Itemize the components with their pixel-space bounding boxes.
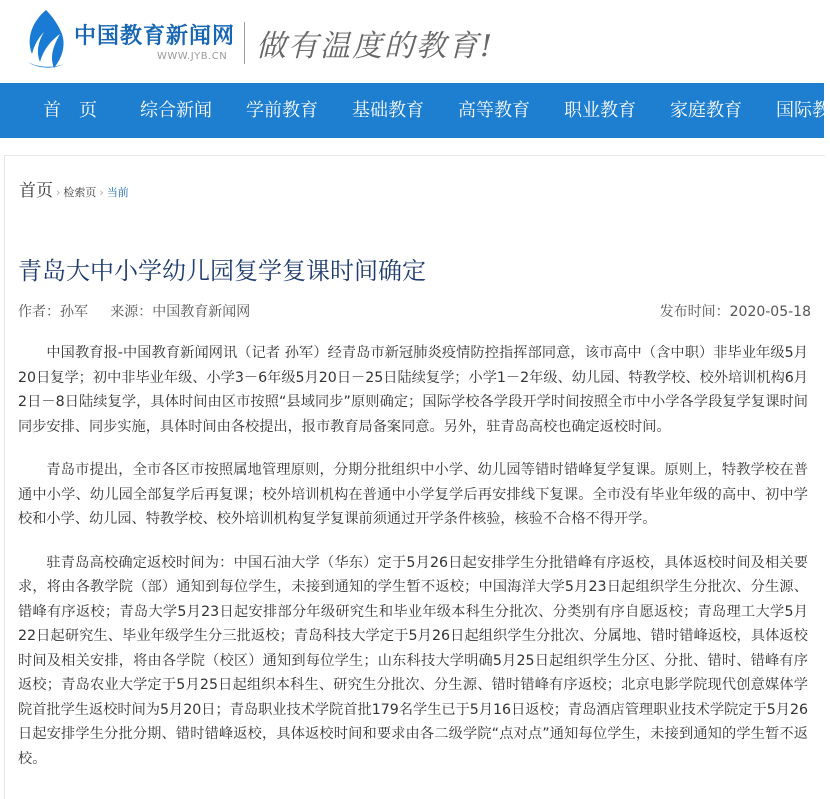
date-label: 发布时间：	[659, 304, 730, 320]
nav-item-general-news[interactable]: 综合新闻	[140, 100, 212, 121]
article-paragraph: 中国教育报-中国教育新闻网讯（记者 孙军）经青岛市新冠肺炎疫情防控指挥部同意，该市高中（含中职）非毕业年级5月20日复学；初中非毕业年级、小学3－6年级5月20日－25日陆续复学；小学1－2年级、幼儿园、特教学校、校外培训机构6月2日－8日陆续复学，具体时间由区市按照“县域同步”原则确定；国际学校各学段开学时间按照全市中小学各学段复学复课时间同步安排、同步实施，具体时间由各校提出，报市教育局备案同意。另外，驻青岛高校也确定返校时间。	[18, 345, 808, 435]
breadcrumb-separator-icon: ›	[99, 186, 104, 199]
article-title: 青岛大中小学幼儿园复学复课时间确定	[18, 257, 426, 285]
nav-item-home[interactable]: 首 页	[43, 100, 97, 121]
nav-item-preschool[interactable]: 学前教育	[246, 100, 318, 121]
breadcrumb-current: 当前	[106, 186, 129, 199]
nav-item-higher-education[interactable]: 高等教育	[458, 100, 530, 121]
source-label: 来源：	[110, 304, 153, 320]
article-body	[18, 341, 808, 790]
site-name[interactable]: 中国教育新闻网	[74, 23, 236, 49]
header-divider	[244, 22, 245, 64]
breadcrumb	[19, 176, 129, 201]
nav-item-family-education[interactable]: 家庭教育	[670, 100, 742, 121]
breadcrumb-home[interactable]: 首页	[19, 181, 53, 201]
nav-item-international-education[interactable]: 国际教	[776, 100, 830, 121]
nav-item-basic-education[interactable]: 基础教育	[352, 100, 424, 121]
article-paragraph: 青岛市提出，全市各区市按照属地管理原则，分期分批组织中小学、幼儿园等错时错峰复学复课。原则上，特教学校在普通中小学、幼儿园全部复学后再复课；校外培训机构在普通中小学复学后再安排线下复课。全市没有毕业年级的高中、初中学校和小学、幼儿园、特教学校、校外培训机构复学复课前须通过开学条件核验，核验不合格不得开学。	[18, 462, 808, 527]
site-header	[0, 0, 824, 83]
breadcrumb-separator-icon: ›	[56, 186, 61, 199]
nav-item-vocational-education[interactable]: 职业教育	[564, 100, 636, 121]
date-value: 2020-05-18	[729, 304, 811, 320]
author-label: 作者：	[18, 304, 60, 320]
site-slogan: 做有温度的教育!	[256, 29, 495, 64]
article-paragraph: 驻青岛高校确定返校时间为：中国石油大学（华东）定于5月26日起安排学生分批错峰有序返校，具体返校时间及相关要求，将由各教学院（部）通知到每位学生，未接到通知的学生暂不返校；中国海洋大学5月23日起组织学生分批次、分生源、错峰有序返校；青岛大学5月23日起安排部分年级研究生和毕业年级本科生分批次、分类别有序自愿返校；青岛理工大学5月22日起研究生、毕业年级学生分三批返校；青岛科技大学定于5月26日起组织学生分批次、分属地、错时错峰返校，具体返校时间及相关安排，将由各学院（校区）通知到每位学生；山东科技大学明确5月25日起组织学生分区、分批、错时、错峰有序返校；青岛农业大学定于5月25日起组织本科生、研究生分批次、分生源、错时错峰有序返校；北京电影学院现代创意媒体学院首批学生返校时间为5月20日；青岛职业技术学院首批179名学生已于5月16日返校；青岛酒店管理职业技术学院定于5月26日起安排学生分批分期、错时错峰返校，具体返校时间和要求由各二级学院“点对点”通知每位学生，未接到通知的学生暂不返校。	[18, 554, 808, 767]
author-name: 孙军	[60, 304, 88, 320]
source-name: 中国教育新闻网	[152, 304, 251, 320]
article-meta	[18, 301, 811, 321]
article-container	[4, 155, 825, 799]
site-url: WWW.JYB.CN	[157, 51, 228, 62]
breadcrumb-search[interactable]: 检索页	[63, 186, 97, 199]
publish-date	[660, 301, 811, 321]
jyb-logo-icon[interactable]	[22, 8, 68, 70]
main-nav	[0, 83, 830, 138]
